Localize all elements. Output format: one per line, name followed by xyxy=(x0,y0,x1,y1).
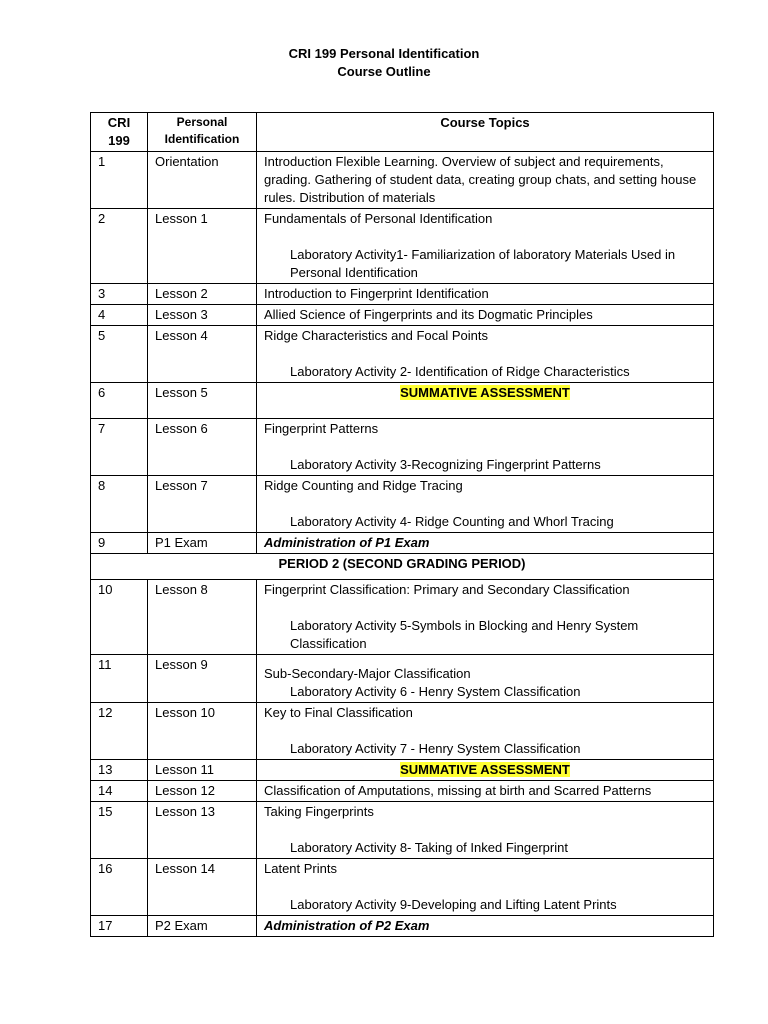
lab-activity xyxy=(264,740,706,758)
row-topic: Introduction to Fingerprint Identification xyxy=(257,284,714,305)
row-topic-cell xyxy=(257,419,714,476)
table-row xyxy=(91,916,714,937)
table-row xyxy=(91,703,714,760)
row-number: 2 xyxy=(91,209,148,284)
row-topic: Introduction Flexible Learning. Overview of subject and requirements, grading. Gathering of student data, creating group chats, and setting house rules. Distribution of materials xyxy=(257,152,714,209)
table-row xyxy=(91,760,714,781)
table-row xyxy=(91,326,714,383)
row-lesson: Lesson 8 xyxy=(148,580,257,655)
row-lesson: P2 Exam xyxy=(148,916,257,937)
row-number: 15 xyxy=(91,802,148,859)
table-row xyxy=(91,859,714,916)
lab-activity xyxy=(264,683,706,701)
lab-activity-text: Laboratory Activity1- Familiarization of laboratory Materials Used in Personal Identification xyxy=(290,247,676,280)
row-topic: Administration of P2 Exam xyxy=(257,916,714,937)
lab-activity xyxy=(264,896,706,914)
row-lesson: Lesson 4 xyxy=(148,326,257,383)
row-topic: Ridge Counting and Ridge Tracing xyxy=(264,478,463,493)
course-outline-table xyxy=(90,112,714,937)
table-row xyxy=(91,802,714,859)
row-topic-cell xyxy=(257,802,714,859)
row-lesson: Lesson 11 xyxy=(148,760,257,781)
header-course-topics: Course Topics xyxy=(257,113,714,152)
table-row xyxy=(91,419,714,476)
summative-assessment-label: SUMMATIVE ASSESSMENT xyxy=(400,762,570,777)
document-title: CRI 199 Personal Identification xyxy=(288,46,480,61)
table-row xyxy=(91,655,714,703)
row-topic-cell xyxy=(257,760,714,781)
table-row xyxy=(91,284,714,305)
row-lesson: Lesson 12 xyxy=(148,781,257,802)
row-topic: Allied Science of Fingerprints and its Dogmatic Principles xyxy=(257,305,714,326)
row-number: 4 xyxy=(91,305,148,326)
row-lesson: Lesson 14 xyxy=(148,859,257,916)
lab-activity-text: Laboratory Activity 6 - Henry System Classification xyxy=(290,684,581,699)
period-2-row xyxy=(91,554,714,580)
row-number: 16 xyxy=(91,859,148,916)
lab-activity xyxy=(264,513,706,531)
document-subtitle: Course Outline xyxy=(337,64,431,79)
row-topic: Ridge Characteristics and Focal Points xyxy=(264,328,488,343)
row-number: 12 xyxy=(91,703,148,760)
row-lesson: Lesson 6 xyxy=(148,419,257,476)
row-topic: Sub-Secondary-Major Classification xyxy=(264,666,471,681)
header-personal-identification: Personal Identification xyxy=(148,113,257,152)
table-row xyxy=(91,580,714,655)
lab-activity xyxy=(264,839,706,857)
row-number: 8 xyxy=(91,476,148,533)
row-number: 9 xyxy=(91,533,148,554)
row-number: 10 xyxy=(91,580,148,655)
row-topic: Classification of Amputations, missing at birth and Scarred Patterns xyxy=(257,781,714,802)
period-2-heading: PERIOD 2 (SECOND GRADING PERIOD) xyxy=(91,554,714,580)
header-cri-199: CRI 199 xyxy=(91,113,148,152)
row-number: 7 xyxy=(91,419,148,476)
row-topic-cell xyxy=(257,209,714,284)
row-lesson: Lesson 3 xyxy=(148,305,257,326)
row-topic: Administration of P1 Exam xyxy=(257,533,714,554)
table-header-row xyxy=(91,113,714,152)
lab-activity-text: Laboratory Activity 4- Ridge Counting and Whorl Tracing xyxy=(290,514,614,529)
row-topic-cell xyxy=(257,655,714,703)
row-number: 6 xyxy=(91,383,148,419)
row-topic-cell xyxy=(257,476,714,533)
row-lesson: Lesson 5 xyxy=(148,383,257,419)
row-number: 14 xyxy=(91,781,148,802)
row-topic: Taking Fingerprints xyxy=(264,804,374,819)
row-lesson: Lesson 10 xyxy=(148,703,257,760)
summative-assessment-label: SUMMATIVE ASSESSMENT xyxy=(400,385,570,400)
table-row xyxy=(91,209,714,284)
row-lesson: Orientation xyxy=(148,152,257,209)
row-topic-cell xyxy=(257,580,714,655)
lab-activity-text: Laboratory Activity 5-Symbols in Blocking and Henry System Classification xyxy=(290,618,639,651)
row-number: 17 xyxy=(91,916,148,937)
table-row xyxy=(91,383,714,419)
lab-activity xyxy=(264,617,706,653)
table-row xyxy=(91,533,714,554)
lab-activity xyxy=(264,456,706,474)
row-topic: Key to Final Classification xyxy=(264,705,413,720)
lab-activity xyxy=(264,246,706,282)
row-number: 1 xyxy=(91,152,148,209)
row-lesson: Lesson 7 xyxy=(148,476,257,533)
lab-activity-text: Laboratory Activity 2- Identification of Ridge Characteristics xyxy=(290,364,630,379)
row-number: 5 xyxy=(91,326,148,383)
row-lesson: Lesson 13 xyxy=(148,802,257,859)
row-topic: Fingerprint Patterns xyxy=(264,421,379,436)
row-topic-cell xyxy=(257,326,714,383)
row-topic-cell xyxy=(257,703,714,760)
row-topic: Latent Prints xyxy=(264,861,337,876)
lab-activity-text: Laboratory Activity 9-Developing and Lifting Latent Prints xyxy=(290,897,617,912)
row-number: 11 xyxy=(91,655,148,703)
table-row xyxy=(91,476,714,533)
table-row xyxy=(91,781,714,802)
lab-activity xyxy=(264,363,706,381)
row-lesson: P1 Exam xyxy=(148,533,257,554)
row-topic-cell xyxy=(257,383,714,419)
row-topic: Fingerprint Classification: Primary and Secondary Classification xyxy=(264,582,630,597)
lab-activity-text: Laboratory Activity 3-Recognizing Fingerprint Patterns xyxy=(290,457,601,472)
lab-activity-text: Laboratory Activity 8- Taking of Inked Fingerprint xyxy=(290,840,568,855)
row-lesson: Lesson 1 xyxy=(148,209,257,284)
row-lesson: Lesson 2 xyxy=(148,284,257,305)
table-row xyxy=(91,305,714,326)
row-number: 13 xyxy=(91,760,148,781)
lab-activity-text: Laboratory Activity 7 - Henry System Classification xyxy=(290,741,581,756)
row-topic: Fundamentals of Personal Identification xyxy=(264,211,493,226)
row-number: 3 xyxy=(91,284,148,305)
table-row xyxy=(91,152,714,209)
row-topic-cell xyxy=(257,859,714,916)
row-lesson: Lesson 9 xyxy=(148,655,257,703)
